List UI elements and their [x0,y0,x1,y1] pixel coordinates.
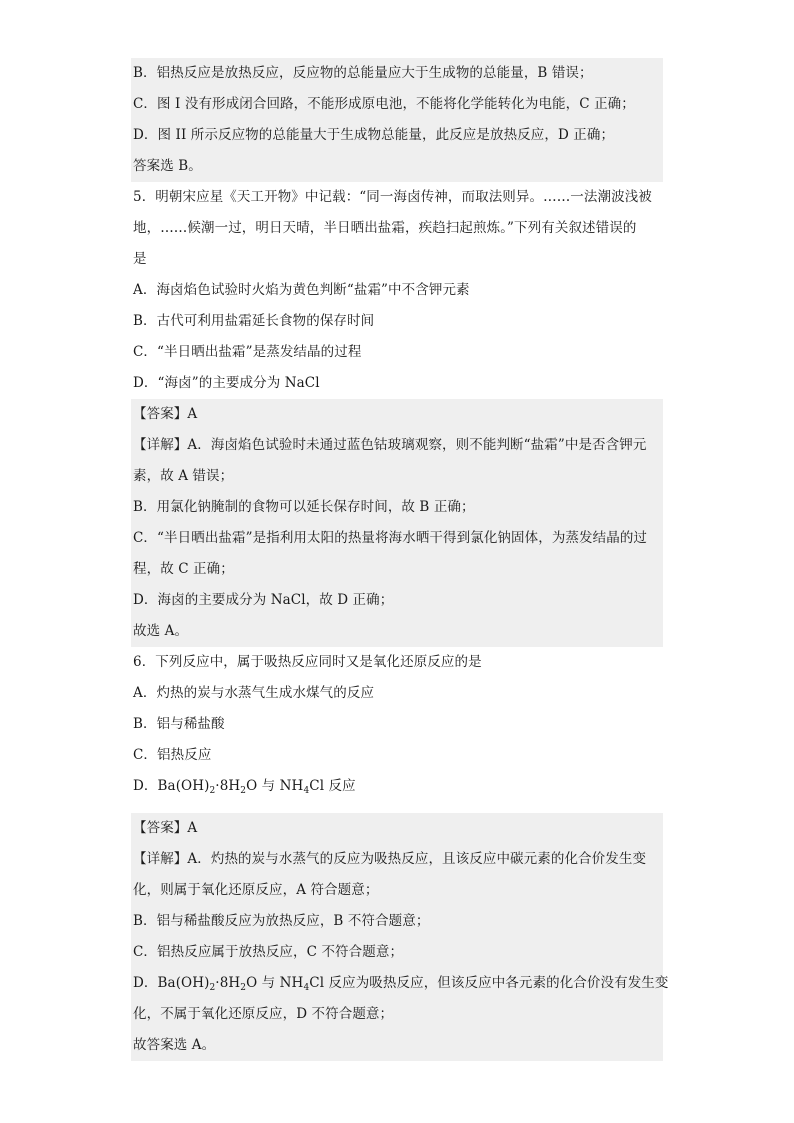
subscript: 2 [240,983,247,993]
text-line: B．铝与稀盐酸 [133,716,225,732]
option-d-formula-line [131,771,663,801]
text-line: B．用氯化钠腌制的食物可以延长保存时间，故 B 正确； [131,492,663,523]
formula-text: O 与 NH [246,778,304,794]
text-line: B．古代可利用盐霜延长食物的保存时间 [133,313,375,329]
text-line: B．铝与稀盐酸反应为放热反应，B 不符合题意； [131,906,663,937]
text-line: 答案选 B。 [131,151,663,182]
text-line: 地，……候潮一过，明日天晴，半日晒出盐霜，疾趋扫起煎炼。”下列有关叙述错误的 [133,220,637,236]
formula-text: D．Ba(OH) [133,975,210,991]
formula-text: Cl 反应 [309,778,356,794]
formula-text: Cl 反应为吸热反应，但该反应中各元素的化合价没有发生变 [309,975,669,991]
subscript: 2 [240,786,247,796]
text-line: B．铝热反应是放热反应，反应物的总能量应大于生成物的总能量，B 错误； [131,58,663,89]
text-line: C．图 I 没有形成闭合回路，不能形成原电池，不能将化学能转化为电能，C 正确； [131,89,663,120]
text-line: D．“海卤”的主要成分为 NaCl [133,375,320,391]
text-line: C．铝热反应属于放热反应，C 不符合题意； [131,937,663,968]
formula-text: ·8H [215,778,241,794]
text-line: 【答案】A [131,813,663,844]
text-line: 6．下列反应中，属于吸热反应同时又是氧化还原反应的是 [133,654,482,670]
text-line: 程，故 C 正确； [131,554,663,585]
text-line: 故选 A。 [131,616,663,647]
text-line: C．“半日晒出盐霜”是蒸发结晶的过程 [133,344,362,360]
text-line: C．铝热反应 [133,747,212,763]
subscript: 2 [209,983,216,993]
detail-d-formula-line [131,968,669,999]
formula-text: D．Ba(OH) [133,778,210,794]
text-line: 素，故 A 错误； [131,461,663,492]
text-line: A．灼热的炭与水蒸气生成水煤气的反应 [133,685,375,701]
text-block-answer [131,813,663,968]
text-line: D．海卤的主要成分为 NaCl，故 D 正确； [131,585,663,616]
subscript: 4 [303,786,310,796]
text-line: A．海卤焰色试验时火焰为黄色判断“盐霜”中不含钾元素 [133,282,470,298]
subscript: 2 [209,786,216,796]
text-block-main [131,58,663,771]
formula-text: O 与 NH [246,975,304,991]
text-line: 化，不属于氧化还原反应，D 不符合题意； [131,999,663,1030]
text-line: 【答案】A [131,399,663,430]
text-line: D．图 II 所示反应物的总能量大于生成物总能量，此反应是放热反应，D 正确； [131,120,663,151]
text-line: C．“半日晒出盐霜”是指利用太阳的热量将海水晒干得到氯化钠固体，为蒸发结晶的过 [131,523,663,554]
spacer [131,801,663,813]
text-line: 是 [133,251,147,267]
text-line: 故答案选 A。 [131,1030,663,1061]
formula-text: ·8H [215,975,241,991]
text-line: 5．明朝宋应星《天工开物》中记载：“同一海卤传神，而取法则异。……一法潮波浅被 [133,189,652,205]
document-page [131,58,669,1061]
text-line: 化，则属于氧化还原反应，A 符合题意； [131,875,663,906]
text-line: 【详解】A．灼热的炭与水蒸气的反应为吸热反应，且该反应中碳元素的化合价发生变 [131,844,663,875]
text-line: 【详解】A．海卤焰色试验时未通过蓝色钴玻璃观察，则不能判断“盐霜”中是否含钾元 [131,430,663,461]
text-block-end [131,999,663,1061]
subscript: 4 [303,983,310,993]
